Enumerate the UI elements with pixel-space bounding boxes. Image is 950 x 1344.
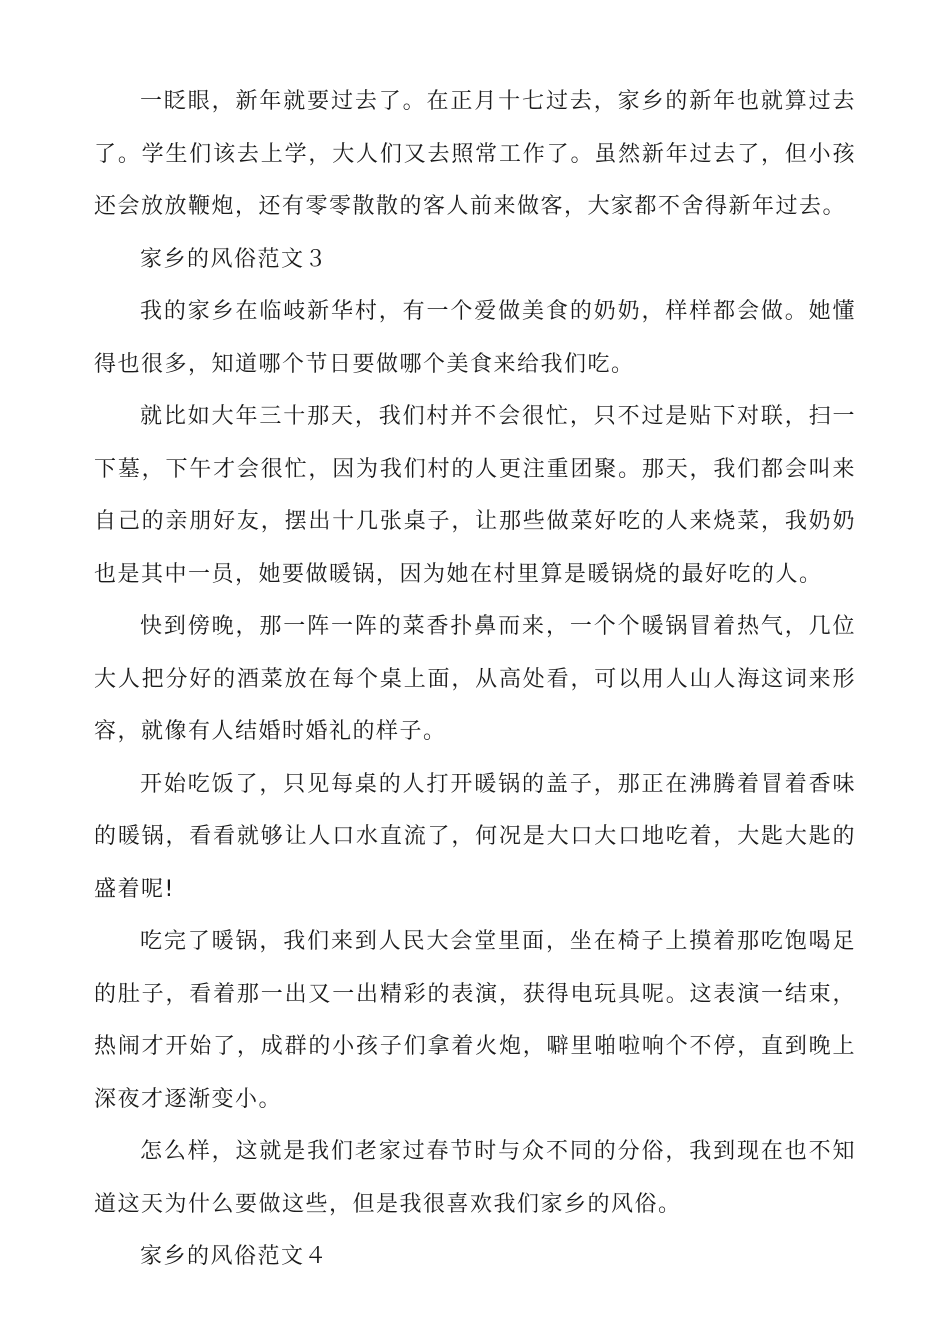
paragraph-grandma-cook: 我的家乡在临岐新华村，有一个爱做美食的奶奶，样样都会做。她懂得也很多，知道哪个节日要做哪个美食来给我们吃。 [94, 299, 856, 377]
paragraph-dinner-starts: 开始吃饭了，只见每桌的人打开暖锅的盖子，那正在沸腾着冒着香味的暖锅，看看就够让人口水直流了，何况是大口大口地吃着，大匙大匙的盛着呢! [94, 771, 856, 902]
section-heading-4: 家乡的风俗范文４ [140, 1244, 329, 1269]
paragraph-new-year-ending: 一眨眼，新年就要过去了。在正月十七过去，家乡的新年也就算过去了。学生们该去上学，大人们又去照常工作了。虽然新年过去了，但小孩还会放放鞭炮，还有零零散散的客人前来做客，大家都不舍得新年过去。 [94, 89, 856, 219]
paragraph-new-years-eve: 就比如大年三十那天，我们村并不会很忙，只不过是贴下对联，扫一下墓，下午才会很忙，因为我们村的人更注重团聚。那天，我们都会叫来自己的亲朋好友，摆出十几张桌子，让那些做菜好吃的人来烧菜，我奶奶也是其中一员，她要做暖锅，因为她在村里算是暖锅烧的最好吃的人。 [94, 404, 856, 587]
paragraph-conclusion: 怎么样，这就是我们老家过春节时与众不同的分俗，我到现在也不知道这天为什么要做这些，但是我很喜欢我们家乡的风俗。 [94, 1139, 856, 1217]
section-heading-3: 家乡的风俗范文３ [140, 246, 329, 272]
paragraph-evening-hotpot: 快到傍晚，那一阵一阵的菜香扑鼻而来，一个个暖锅冒着热气，几位大人把分好的酒菜放在每个桌上面，从高处看，可以用人山人海这词来形容，就像有人结婚时婚礼的样子。 [94, 614, 856, 744]
paragraph-performance: 吃完了暖锅，我们来到人民大会堂里面，坐在椅子上摸着那吃饱喝足的肚子，看着那一出又一出精彩的表演，获得电玩具呢。这表演一结束，热闹才开始了，成群的小孩子们拿着火炮，噼里啪啦响个不停，直到晚上深夜才逐渐变小。 [94, 929, 856, 1112]
